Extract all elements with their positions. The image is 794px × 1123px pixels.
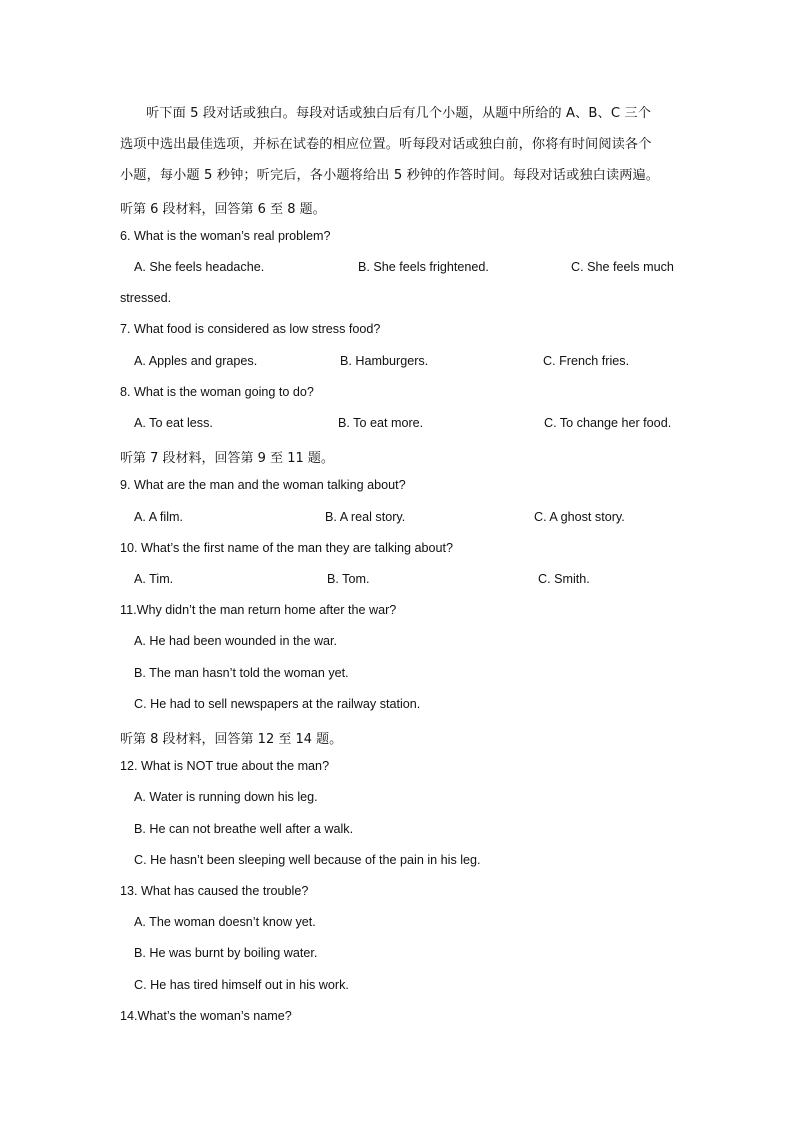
question-7-option-b: B. Hamburgers. (340, 354, 429, 368)
question-6-stem: 6. What is the woman’s real problem? (120, 229, 331, 243)
question-10-stem: 10. What’s the first name of the man they are talking about? (120, 541, 453, 555)
instructions-line-2: 选项中选出最佳选项，并标在试卷的相应位置。听每段对话或独白前，你将有时间阅读各个 (120, 137, 652, 153)
question-13-stem: 13. What has caused the trouble? (120, 884, 309, 898)
question-10-option-b: B. Tom. (327, 572, 370, 586)
section-heading-8: 听第 8 段材料，回答第 12 至 14 题。 (120, 732, 343, 747)
question-14-stem: 14.What’s the woman’s name? (120, 1009, 292, 1023)
question-11-option-a: A. He had been wounded in the war. (134, 634, 338, 648)
instructions-line-1: 听下面 5 段对话或独白。每段对话或独白后有几个小题，从题中所给的 A、B、C 三个 (146, 106, 652, 121)
question-10-option-c: C. Smith. (538, 572, 590, 586)
question-6-option-c: C. She feels much (571, 260, 674, 274)
question-12-option-b: B. He can not breathe well after a walk. (134, 822, 354, 836)
question-6-option-c-continued: stressed. (120, 291, 172, 305)
question-6-option-a: A. She feels headache. (134, 260, 265, 274)
question-13-option-b: B. He was burnt by boiling water. (134, 946, 318, 960)
section-heading-6: 听第 6 段材料，回答第 6 至 8 题。 (120, 202, 326, 217)
instructions-paragraph (120, 98, 676, 192)
question-12-stem: 12. What is NOT true about the man? (120, 759, 330, 773)
question-13-option-a: A. The woman doesn’t know yet. (134, 915, 316, 929)
question-7-option-a: A. Apples and grapes. (134, 354, 258, 368)
question-9-option-b: B. A real story. (325, 510, 406, 524)
question-9-option-c: C. A ghost story. (534, 510, 625, 524)
question-13-option-c: C. He has tired himself out in his work. (134, 978, 349, 992)
question-11-option-b: B. The man hasn’t told the woman yet. (134, 666, 349, 680)
question-8-option-b: B. To eat more. (338, 416, 424, 430)
question-9-option-a: A. A film. (134, 510, 183, 524)
question-8-option-a: A. To eat less. (134, 416, 213, 430)
section-heading-7: 听第 7 段材料，回答第 9 至 11 题。 (120, 451, 334, 466)
question-12-option-a: A. Water is running down his leg. (134, 790, 318, 804)
question-11-option-c: C. He had to sell newspapers at the railway station. (134, 697, 421, 711)
question-10-option-a: A. Tim. (134, 572, 174, 586)
question-9-stem: 9. What are the man and the woman talking about? (120, 478, 406, 492)
question-11-stem: 11.Why didn’t the man return home after the war? (120, 603, 397, 617)
question-8-option-c: C. To change her food. (544, 416, 672, 430)
question-7-option-c: C. French fries. (543, 354, 630, 368)
question-6-option-b: B. She feels frightened. (358, 260, 489, 274)
instructions-line-3: 小题，每小题 5 秒钟；听完后，各小题将给出 5 秒钟的作答时间。每段对话或独白读两遍。 (120, 168, 660, 184)
question-8-stem: 8. What is the woman going to do? (120, 385, 314, 399)
question-12-option-c: C. He hasn’t been sleeping well because of the pain in his leg. (134, 853, 481, 867)
question-7-stem: 7. What food is considered as low stress food? (120, 322, 381, 336)
